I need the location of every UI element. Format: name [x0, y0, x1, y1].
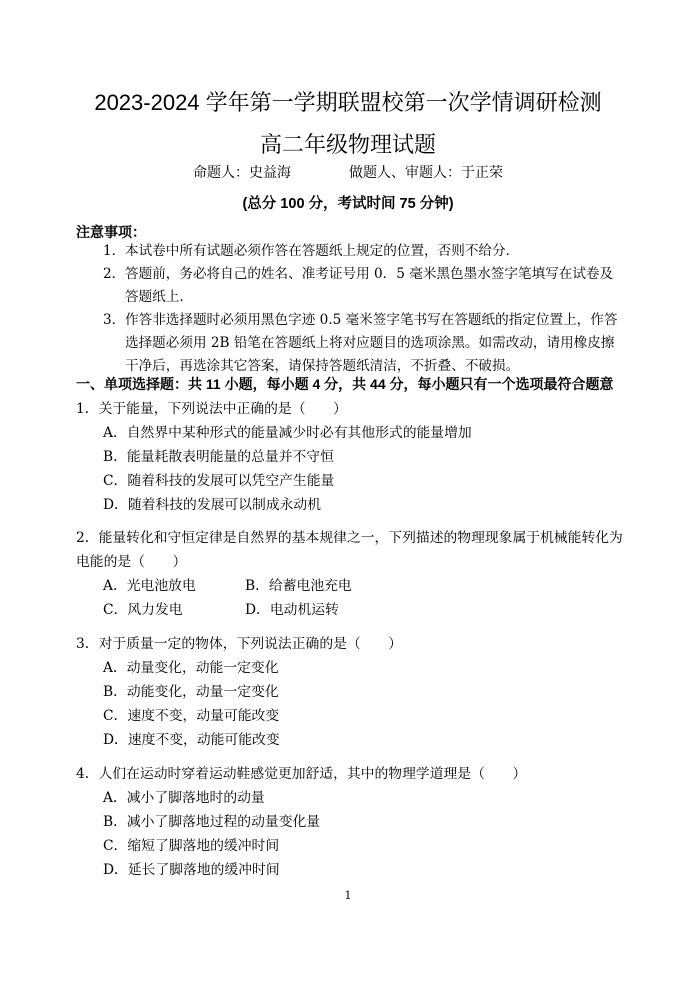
question-stem: 4．人们在运动时穿着运动鞋感觉更加舒适，其中的物理学道理是（ ）: [76, 766, 527, 782]
note-number: 3．: [103, 312, 126, 328]
option-c: C．速度不变，动量可能改变: [103, 708, 280, 724]
option-b: B．减小了脚落地过程的动量变化量: [103, 814, 321, 830]
author: 命题人：史益海: [193, 165, 291, 181]
option-a: A．动量变化，动能一定变化: [103, 660, 279, 676]
note-number: 1．: [103, 243, 126, 259]
option-a: A．减小了脚落地时的动量: [103, 790, 265, 806]
question-3: [76, 632, 636, 752]
note-text: 本试卷中所有试题必须作答在答题纸上规定的位置，否则不给分．: [125, 243, 520, 259]
note-item: [103, 263, 623, 309]
notes-heading: 注意事项：: [76, 224, 146, 240]
exam-title: 2023-2024 学年第一学期联盟校第一次学情调研检测: [94, 90, 602, 115]
page-number: 1: [344, 889, 352, 902]
notes-list: [103, 240, 623, 378]
score-info: (总分 100 分，考试时间 75 分钟): [242, 196, 454, 212]
note-item: [103, 240, 623, 263]
question-stem: 2．能量转化和守恒定律是自然界的基本规律之一，下列描述的物理现象属于机械能转化为电能的是（ ）: [76, 530, 623, 570]
note-item: [103, 309, 623, 378]
note-text: 作答非选择题时必须用黑色字迹 0.5 毫米签字笔书写在答题纸的指定位置上，作答选择题必须用 2B 铅笔在答题纸上将对应题目的选项涂黑。如需改动，请用橡皮擦干净后，再选涂其它答案，请保持答题纸清洁，不折叠、不破损。: [125, 312, 618, 374]
question-stem: 1．关于能量，下列说法中正确的是（ ）: [76, 401, 347, 417]
option-b: B．能量耗散表明能量的总量并不守恒: [103, 449, 334, 465]
option-row: [76, 598, 636, 622]
question-2: [76, 526, 636, 622]
option-d: D．随着科技的发展可以制成永动机: [103, 497, 322, 513]
option-d: D．电动机运转: [245, 602, 339, 618]
question-stem: 3．对于质量一定的物体，下列说法正确的是（ ）: [76, 636, 403, 652]
option-d: D．延长了脚落地的缓冲时间: [103, 862, 280, 878]
option-d: D．速度不变，动能可能改变: [103, 732, 280, 748]
author-line: [0, 162, 696, 182]
question-4: [76, 762, 636, 882]
option-row: [76, 574, 636, 598]
option-a: A．光电池放电: [103, 578, 196, 594]
section-heading: 一、单项选择题：共 11 小题，每小题 4 分，共 44 分，每小题只有一个选项最符合题意: [76, 376, 614, 392]
option-b: B．动能变化，动量一定变化: [103, 684, 279, 700]
reviewer: 做题人、审题人：于正荣: [349, 165, 503, 181]
option-c: C．缩短了脚落地的缓冲时间: [103, 838, 280, 854]
exam-subtitle: 高二年级物理试题: [259, 132, 436, 157]
note-text: 答题前，务必将自己的姓名、准考证号用 0．5 毫米黑色墨水签字笔填写在试卷及答题纸上．: [125, 266, 614, 305]
option-c: C．随着科技的发展可以凭空产生能量: [103, 473, 335, 489]
option-c: C．风力发电: [103, 602, 183, 618]
note-number: 2．: [103, 266, 126, 282]
option-b: B．给蓄电池充电: [245, 578, 352, 594]
question-1: [76, 397, 636, 517]
option-a: A．自然界中某种形式的能量减少时必有其他形式的能量增加: [103, 425, 472, 441]
